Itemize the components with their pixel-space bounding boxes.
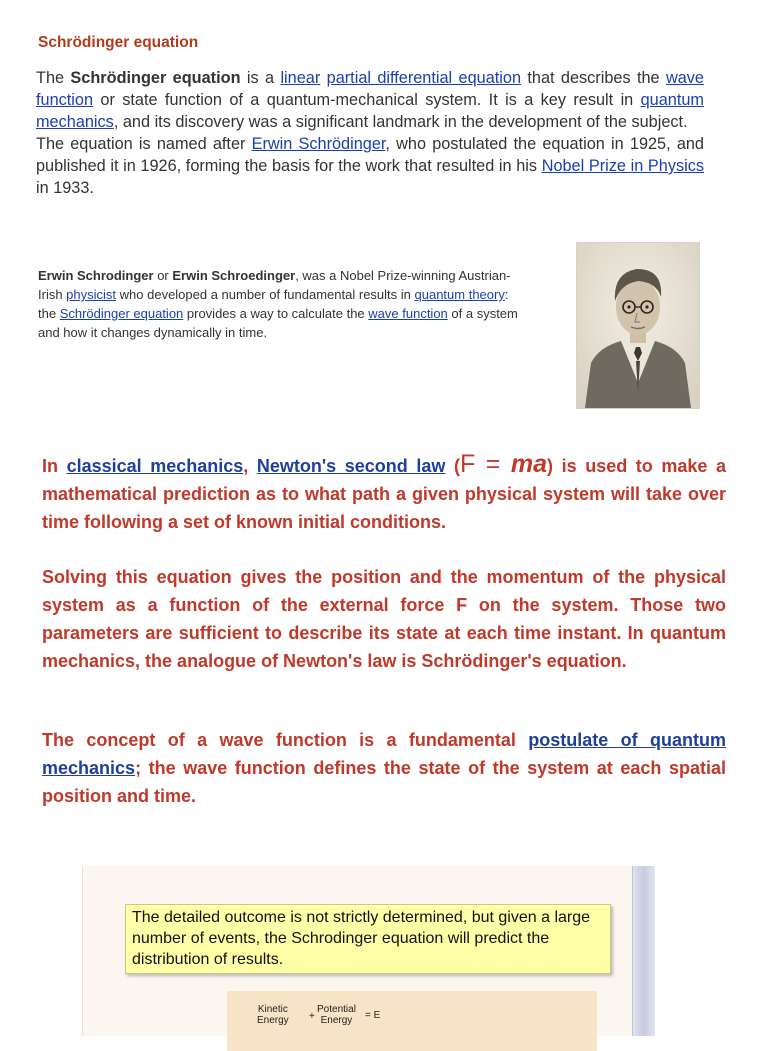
energy-equation-box: [227, 991, 597, 1051]
link-quantum-theory[interactable]: quantum theory: [414, 287, 505, 302]
link-nobel-prize-in-physics[interactable]: Nobel Prize in Physics: [541, 157, 704, 175]
link-physicist[interactable]: physicist: [66, 287, 117, 302]
classical-mechanics-paragraph: In classical mechanics, Newton's second law (F = ma) is used to make a mathematical prediction as to what path a given physical system will take over time following a set of known initial conditions.: [42, 450, 726, 532]
link-wave-function[interactable]: wave function: [36, 69, 704, 109]
link-quantum-mechanics[interactable]: quantum mechanics: [36, 91, 704, 131]
intro-paragraph-2: The equation is named after Erwin Schrödinger, who postulated the equation in 1925, and published it in 1926, forming the basis for the work that resulted in his Nobel Prize in Physics in 1933.: [36, 135, 704, 197]
note-box: The detailed outcome is not strictly determined, but given a large number of events, the Schrodinger equation will predict the distribution of results.: [125, 904, 611, 974]
section-title: Schrödinger equation: [38, 34, 199, 51]
panel-side-bar: [632, 866, 655, 1036]
solving-equation-paragraph: Solving this equation gives the position and the momentum of the physical system as a function of the external force F on the system. Those two parameters are sufficient to describe its state at each time instant. In quantum mechanics, the analogue of Newton's law is Schrödinger's equation.: [42, 567, 726, 671]
link-postulate-of-quantum-mechanics[interactable]: postulate of quantum mechanics: [42, 730, 726, 778]
link-erwin-schrodinger[interactable]: Erwin Schrödinger: [251, 135, 386, 153]
link-schrodinger-equation[interactable]: Schrödinger equation: [59, 306, 184, 321]
kinetic-energy-label: Kinetic Energy: [257, 1004, 289, 1026]
potential-energy-label: Potential Energy: [317, 1004, 356, 1026]
plus-sign: +: [309, 1011, 315, 1022]
link-newtons-second-law[interactable]: Newton's second law: [256, 456, 446, 476]
link-linear[interactable]: linear: [280, 69, 321, 87]
schrodinger-portrait: [576, 242, 700, 409]
equals-e-label: = E: [365, 1010, 381, 1021]
intro-text: [36, 67, 704, 199]
link-partial-differential-equation[interactable]: partial differential equation: [326, 69, 522, 87]
portrait-image: [577, 243, 699, 408]
intro-paragraph-1: The Schrödinger equation is a linear partial differential equation that describes the wave function or state function of a quantum-mechanical system. It is a key result in quantum mechanics, and its discovery was a significant landmark in the development of the subject.: [36, 69, 704, 131]
term-schrodinger-equation: Schrödinger equation: [70, 69, 241, 87]
link-classical-mechanics[interactable]: classical mechanics: [66, 456, 244, 476]
link-wave-function-2[interactable]: wave function: [368, 306, 448, 321]
newton-equation: F = ma: [459, 450, 548, 478]
biography-text: Erwin Schrodinger or Erwin Schroedinger, was a Nobel Prize-winning Austrian-Irish physicist who developed a number of fundamental results in quantum theory: the Schrödinger equation provides a way to calculate the wave function of a system and how it changes dynamically in time.: [38, 268, 518, 340]
wave-function-paragraph: The concept of a wave function is a fundamental postulate of quantum mechanics; the wave function defines the state of the system at each spatial position and time.: [42, 730, 726, 806]
slide-panel: [82, 866, 655, 1036]
